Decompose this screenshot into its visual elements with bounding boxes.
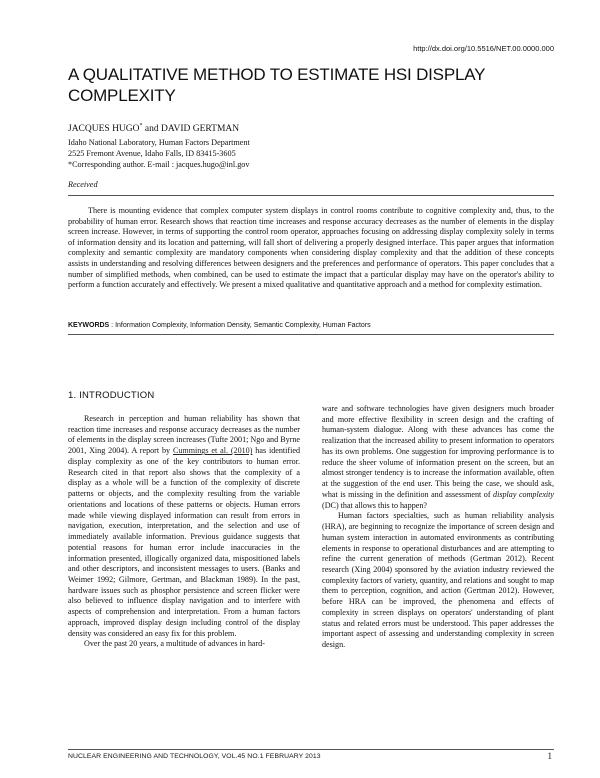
paragraph-text: ware and software technologies have given designers much broader and more effective flexibility in screen design and the crafting of human-system dialogue. Along with these advances has come the realization that the increased ability to present information to operators has its own problems. One suggestion for improving performance is to reduce the sheer volume of information present on the screen, but an almost stronger tendency is to increase the information available, often at the suggestion of the end user. This being the case, we should ask, what is missing in the definition and assessment of (322, 404, 554, 499)
author-name-2: and DAVID GERTMAN (142, 124, 240, 135)
keywords-list: : Information Complexity, Information Density, Semantic Complexity, Human Factors (109, 322, 371, 329)
doi-link[interactable]: http://dx.doi.org/10.5516/NET.00.0000.000 (413, 44, 554, 53)
affiliation-block (68, 137, 250, 170)
keywords-label: KEYWORDS (68, 322, 110, 329)
citation-link[interactable]: Cummings et al. (2010) (172, 446, 253, 456)
paragraph: Over the past 20 years, a multitude of advances in hard- (84, 639, 265, 649)
left-column (68, 414, 300, 650)
author-name-1: JACQUES HUGO (68, 124, 140, 135)
section-heading-introduction: 1. INTRODUCTION (68, 390, 155, 401)
affiliation-line: Idaho National Laboratory, Human Factors Department (68, 138, 250, 147)
footer-divider (68, 749, 554, 750)
emphasis-term: display complexity (493, 489, 555, 499)
page-number: 1 (547, 751, 552, 761)
paper-title: A QUALITATIVE METHOD TO ESTIMATE HSI DISPLAY COMPLEXITY (68, 65, 485, 105)
journal-footer: NUCLEAR ENGINEERING AND TECHNOLOGY, VOL.45 NO.1 FEBRUARY 2013 (68, 753, 321, 760)
corresponding-marker: * (139, 123, 143, 129)
affiliation-line: 2525 Fremont Avenue, Idaho Falls, ID 83415-3605 (68, 149, 236, 158)
paragraph-text: (DC) that allows this to happen? (322, 500, 427, 510)
divider-top (68, 195, 554, 196)
paragraph-text: Research in perception and human reliability has shown that reaction time increases and response accuracy decreases as the number of elements in the display screen increases (Tufte 2001; Ngo and Byrne 2001, Xing 2004). A report by (68, 414, 300, 456)
right-column (322, 404, 554, 651)
paragraph-text: has identified display complexity as one of the key contributors to human error. Research cited in that report also shows that the complexity of a display as a whole will be a function of the complexity of discrete patterns or objects, and the complexity resulting from the variable orientations and locations of these patterns or objects. Human errors made while viewing displayed information can result from errors in navigation, execution, interpretation, and the selection and use of immediately available information. Previous guidance suggests that potential reasons for human error include inaccuracies in the information presented, illogically organized data, mispositioned labels and other descriptors, and inconsistent messages to users. (Banks and Weimer 1992; Gilmore, Gertman, and Blackman 1989). In the past, hardware issues such as phosphor persistence and screen flicker were also believed to influence display navigation and to interfere with aspects of comprehension and interpretation. From a human factors approach, improved display design including control of the display density was considered an easy fix for this problem. (68, 446, 300, 638)
author-line (68, 123, 239, 134)
paragraph (68, 414, 300, 639)
paragraph: Human factors specialties, such as human reliability analysis (HRA), are beginning to recognize the importance of screen design and human system interaction in automated environments as contributing elements in response to operational disturbances and are attempting to refine the current generation of methods (Gertman 2012). Recent research (Xing 2004) sponsored by the aviation industry reviewed the complexity factors of variety, quantity, and relations and sought to map them to perception, cognition, and action (Gertman 2012). However, before HRA can be improved, the phenomena and effects of complexity in screen displays on operators' understanding of plant status and related errors must be understood. This paper addresses the important aspect of assessing and understanding complexity in screen design. (322, 511, 554, 650)
abstract-text: There is mounting evidence that complex computer system displays in control rooms contribute to cognitive complexity and, thus, to the probability of human error. Research shows that reaction time increases and response accuracy decreases as the number of elements in the display screen increase. However, in terms of supporting the control room operator, approaches focusing on addressing display complexity solely in terms of information density and its location and patterning, will fall short of delivering a properly designed interface. This paper argues that information complexity and semantic complexity are mandatory components when considering display complexity and that the addition of these concepts assists in understanding and resolving differences between designers and the preferences and performance of operators. This paper concludes that a number of simplified methods, when combined, can be used to estimate the impact that a particular display may have on the operator's ability to perform a function accurately and effectively. We present a mixed qualitative and quantitative approach and a method for complexity estimation. (68, 206, 554, 290)
received-label: Received (68, 180, 98, 189)
paragraph (322, 404, 554, 511)
corresponding-author-line: *Corresponding author. E-mail : jacques.hugo@inl.gov (68, 160, 250, 169)
divider-bottom (68, 334, 554, 335)
keywords-line (68, 322, 371, 329)
